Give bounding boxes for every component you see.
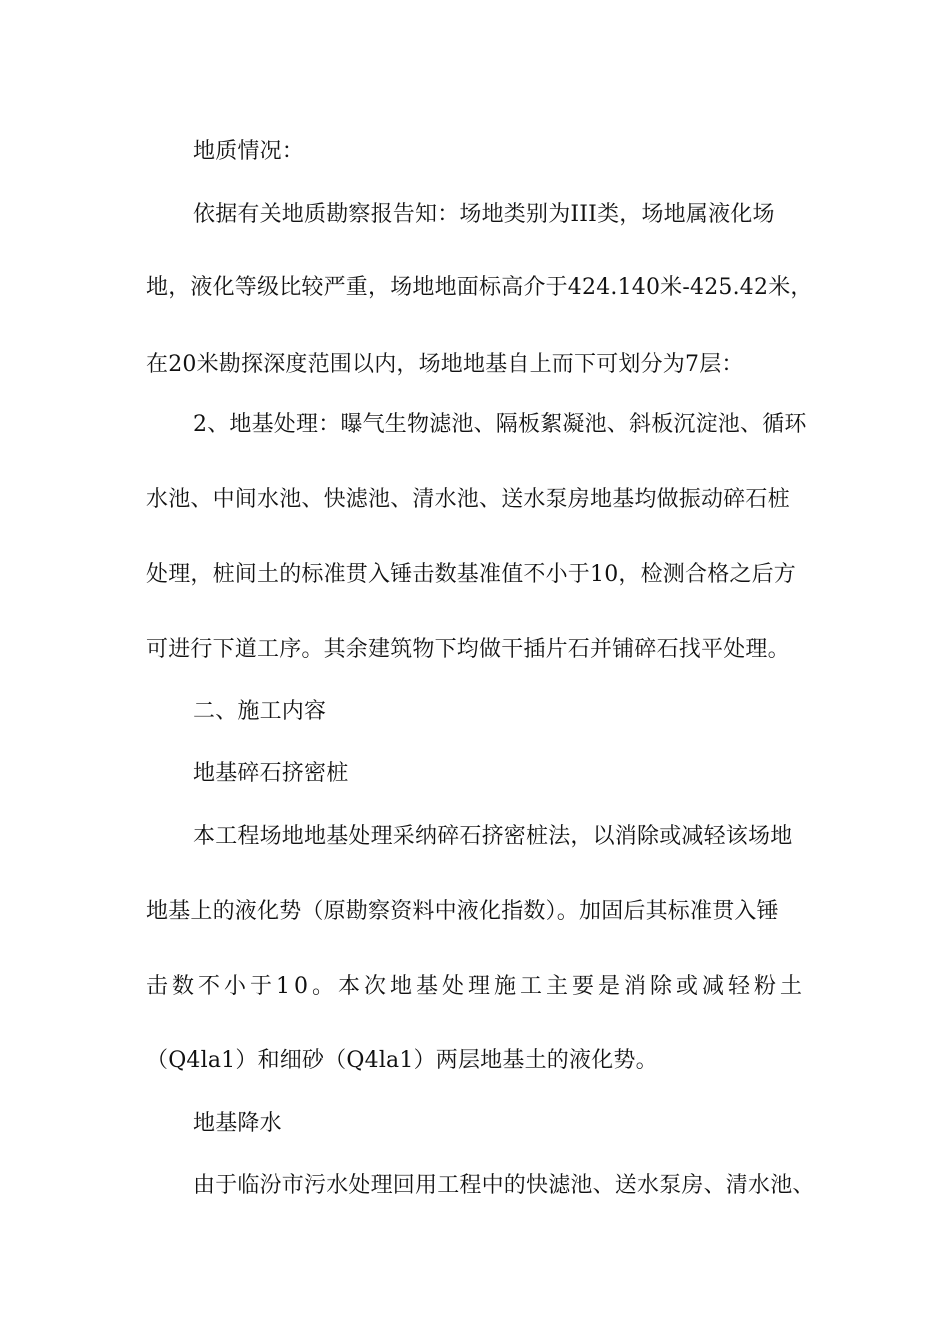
paragraph-line: 处理，桩间土的标准贯入锤击数基准值不小于10，检测合格之后方	[146, 562, 796, 587]
paragraph-line: 击数不小于10。本次地基处理施工主要是消除或减轻粉土	[146, 974, 806, 999]
paragraph-line: 依据有关地质勘察报告知：场地类别为III类，场地属液化场	[193, 202, 775, 227]
paragraph-line: 水池、中间水池、快滤池、清水池、送水泵房地基均做振动碎石桩	[146, 487, 790, 512]
paragraph-line: 在20米勘探深度范围以内，场地地基自上而下可划分为7层：	[146, 352, 744, 377]
subsection-heading: 地基碎石挤密桩	[193, 761, 349, 786]
paragraph-line: 地基上的液化势（原勘察资料中液化指数）。加固后其标准贯入锤	[146, 899, 779, 924]
heading-geology: 地质情况：	[193, 139, 305, 164]
section-heading: 二、施工内容	[193, 699, 327, 724]
paragraph-line: 由于临汾市污水处理回用工程中的快滤池、送水泵房、清水池、	[193, 1173, 815, 1198]
paragraph-line: 可进行下道工序。其余建筑物下均做干插片石并铺碎石找平处理。	[146, 637, 790, 662]
subsection-heading: 地基降水	[193, 1111, 282, 1136]
paragraph-line: 本工程场地地基处理采纳碎石挤密桩法，以消除或减轻该场地	[193, 824, 793, 849]
paragraph-line: 2、地基处理：曝气生物滤池、隔板絮凝池、斜板沉淀池、循环	[193, 412, 807, 437]
paragraph-line: （Q4la1）和细砂（Q4la1）两层地基土的液化势。	[146, 1048, 658, 1073]
paragraph-line: 地，液化等级比较严重，场地地面标高介于424.140米-425.42米，	[146, 275, 813, 300]
